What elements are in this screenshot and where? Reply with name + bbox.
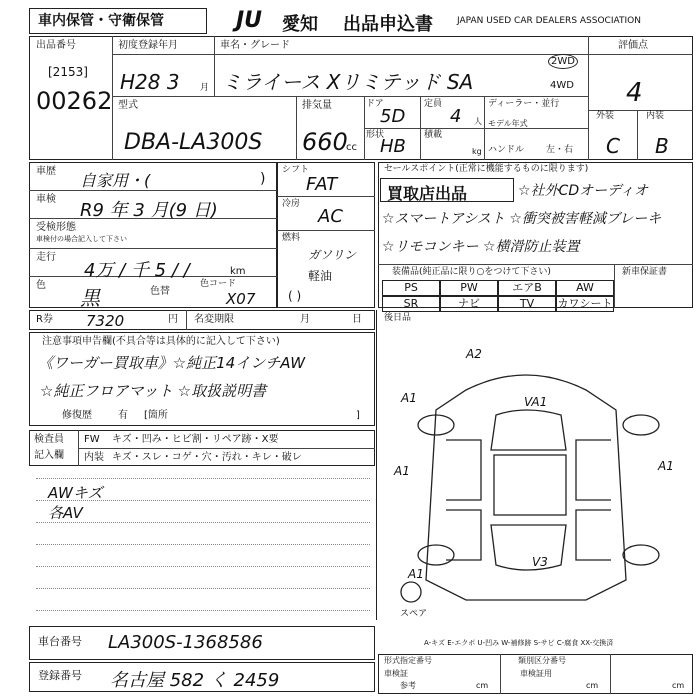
dealer-label: ディーラー・並行 [488,99,560,109]
equip-6: TV [498,296,556,312]
notes-line-2: ☆純正フロアマット ☆取扱説明書 [40,382,267,400]
storage-label: 車内保管・守衛保管 [38,13,164,29]
car-damage-diagram [376,330,693,620]
sales-line-2: ☆スマートアシスト ☆衝突被害軽減ブレーキ [382,211,662,227]
sales-line-1: ☆社外CDオーディオ [518,183,648,199]
repair-value: 有 [118,410,128,421]
model-year-label: モデル年式 [488,119,528,128]
spec-cm-1: cm [476,681,489,690]
capacity-unit: 人 [474,117,482,126]
door-value: 5D [380,106,406,127]
disp-unit: cc [346,142,357,153]
type-label: 型式 [118,100,138,111]
mileage-unit: km [230,266,246,277]
recycle-label: R券 [36,314,53,325]
mileage-label: 走行 [36,252,56,263]
lot-bracket: [2153] [48,65,88,79]
receipt-note: 車検付の場合記入して下さい [36,235,127,243]
spec-f3: 車検証 [384,669,408,678]
reg-number: 名古屋 582 く 2459 [110,670,280,691]
inspector-row1: キズ・凹み・ヒビ割・リペア跡・X要 [112,434,279,445]
note-line [36,566,370,567]
equip-1: PW [440,280,498,296]
inspector-label-2: 記入欄 [34,450,64,461]
receipt-label: 受検形態 [36,222,76,233]
score: 4 [626,78,643,108]
equip-label: 装備品(純正品に限り○をつけて下さい) [392,267,551,277]
note-line [36,522,370,523]
inspector-row2-label: 内装 [84,452,104,463]
sales-title: セールスポイント(正常に機能するものに限ります) [384,164,589,174]
mark-a1-left: A1 [394,464,410,478]
shape-label: 形状 [366,130,385,140]
spec-f1: 形式指定番号 [384,656,432,665]
inspector-label-1: 検査員 [34,434,64,445]
car-name: ミライース Xリミテッド SA [222,70,474,94]
lot-label: 出品番号 [36,40,76,51]
equip-5: ナビ [440,296,498,312]
spec-cm-3: cm [672,681,685,690]
ext-score: C [606,134,620,158]
model-code: DBA-LA300S [124,130,263,155]
note-line [36,544,370,545]
association-name: JAPAN USED CAR DEALERS ASSOCIATION [457,16,641,26]
equip-0: PS [382,280,440,296]
int-label: 内装 [646,111,665,121]
capacity: 4 [450,106,462,127]
damage-legend: A-キズ E-エクボ U-凹み W-補修跡 S-サビ C-腐食 XX-交換済 [424,639,614,647]
shift-value: FAT [306,174,338,195]
color-code-label: 色コード [200,279,237,289]
notes-line-1: 《ワーガー買取車》☆純正14インチAW [38,354,306,372]
mark-a1-right: A1 [658,459,674,473]
ac-label: 冷房 [282,199,301,209]
fuel-label: 燃料 [282,233,301,243]
note-line [36,610,370,611]
handle-options: 左・右 [546,145,574,155]
inspection-label: 車検 [36,194,56,205]
ju-logo: JU [236,8,263,33]
inspector-note-1: AWキズ [48,484,103,502]
spec-f4: 車検証用 [520,669,552,678]
chassis-label: 車台番号 [38,635,82,648]
mark-va1: VA1 [524,395,548,409]
repair-label: 修復歴 [62,410,92,421]
reg-year: H28 3 [120,70,180,94]
color-value: 黒 [80,286,100,310]
reg-month-unit: 月 [200,83,210,93]
mark-a2: A2 [466,347,482,361]
after-items-label: 後日品 [384,313,412,323]
inspector-note-2: 各AV [48,504,83,522]
load-unit: kg [472,147,482,156]
spec-f2: 類別区分番号 [518,656,566,665]
notes-title: 注意事項申告欄(不具合等は具体的に記入して下さい) [42,336,280,347]
color-code: X07 [226,290,256,308]
inspector-row1-label: FW [84,434,100,445]
lot-number: 00262 [36,87,113,115]
repair-close: ] [356,410,360,421]
equip-7: カワシート [557,297,613,310]
drive-2wd: 2WD [548,54,578,69]
sales-line-3: ☆リモコンキー ☆横滑防止装置 [382,239,580,255]
equip-2: エアB [498,280,556,296]
reg-year-label: 初度登録年月 [118,40,178,51]
org-name: 愛知 [282,14,318,35]
disp-label: 排気量 [302,100,332,111]
ac-value: AC [318,206,343,227]
name-change-month: 月 [300,314,310,325]
fuel-gasoline: ガソリン [308,248,357,262]
shift-label: シフト [282,165,310,175]
reg-label: 登録番号 [38,669,82,682]
name-change-label: 名変期限 [194,314,234,325]
inspection-date: R9 年 3 月(9 日) [80,200,218,221]
mark-v3: V3 [532,555,548,569]
storage-box [29,8,207,34]
spec-cm-2: cm [586,681,599,690]
history-label: 車歴 [36,166,56,177]
form-title: 出品申込書 [343,14,433,35]
shape-value: HB [380,136,406,157]
spare-label: スペア [400,609,428,619]
recycle-amount: 7320 [86,312,125,330]
name-change-day: 日 [352,314,362,325]
chassis-number: LA300S-1368586 [108,632,263,653]
equip-3: AW [556,280,614,296]
load-label: 積載 [424,130,443,140]
note-line [36,478,370,479]
history-close: ) [260,171,266,187]
mark-a1-rear: A1 [408,567,424,581]
equip-4: SR [382,296,440,312]
fuel-bracket: ( ) [288,289,302,303]
mark-a1-front: A1 [401,391,417,405]
buyback-stamp: 買取店出品 [380,178,514,202]
mileage-value: 4万 / 千 5 / / [84,260,190,281]
displacement: 660 [302,128,348,156]
inspector-row2: キズ・スレ・コゲ・穴・汚れ・キレ・破レ [112,452,302,463]
color-label: 色 [36,280,46,291]
spec-f3b: 参考 [400,681,416,690]
car-name-label: 車名・グレード [220,40,290,51]
warranty-label: 新車保証書 [622,267,668,277]
capacity-label: 定員 [424,99,443,109]
drive-4wd: 4WD [550,80,574,91]
recycle-unit: 円 [168,314,178,325]
repair-place: [箇所 [144,410,168,421]
history-value: 自家用・( [80,171,151,190]
score-label: 評価点 [618,40,648,51]
fuel-diesel: 軽油 [308,269,333,283]
door-label: ドア [366,99,384,109]
color-change-label: 色替 [150,286,170,297]
ext-label: 外装 [596,111,615,121]
int-score: B [655,134,669,158]
note-line [36,588,370,589]
handle-label: ハンドル [488,145,525,155]
